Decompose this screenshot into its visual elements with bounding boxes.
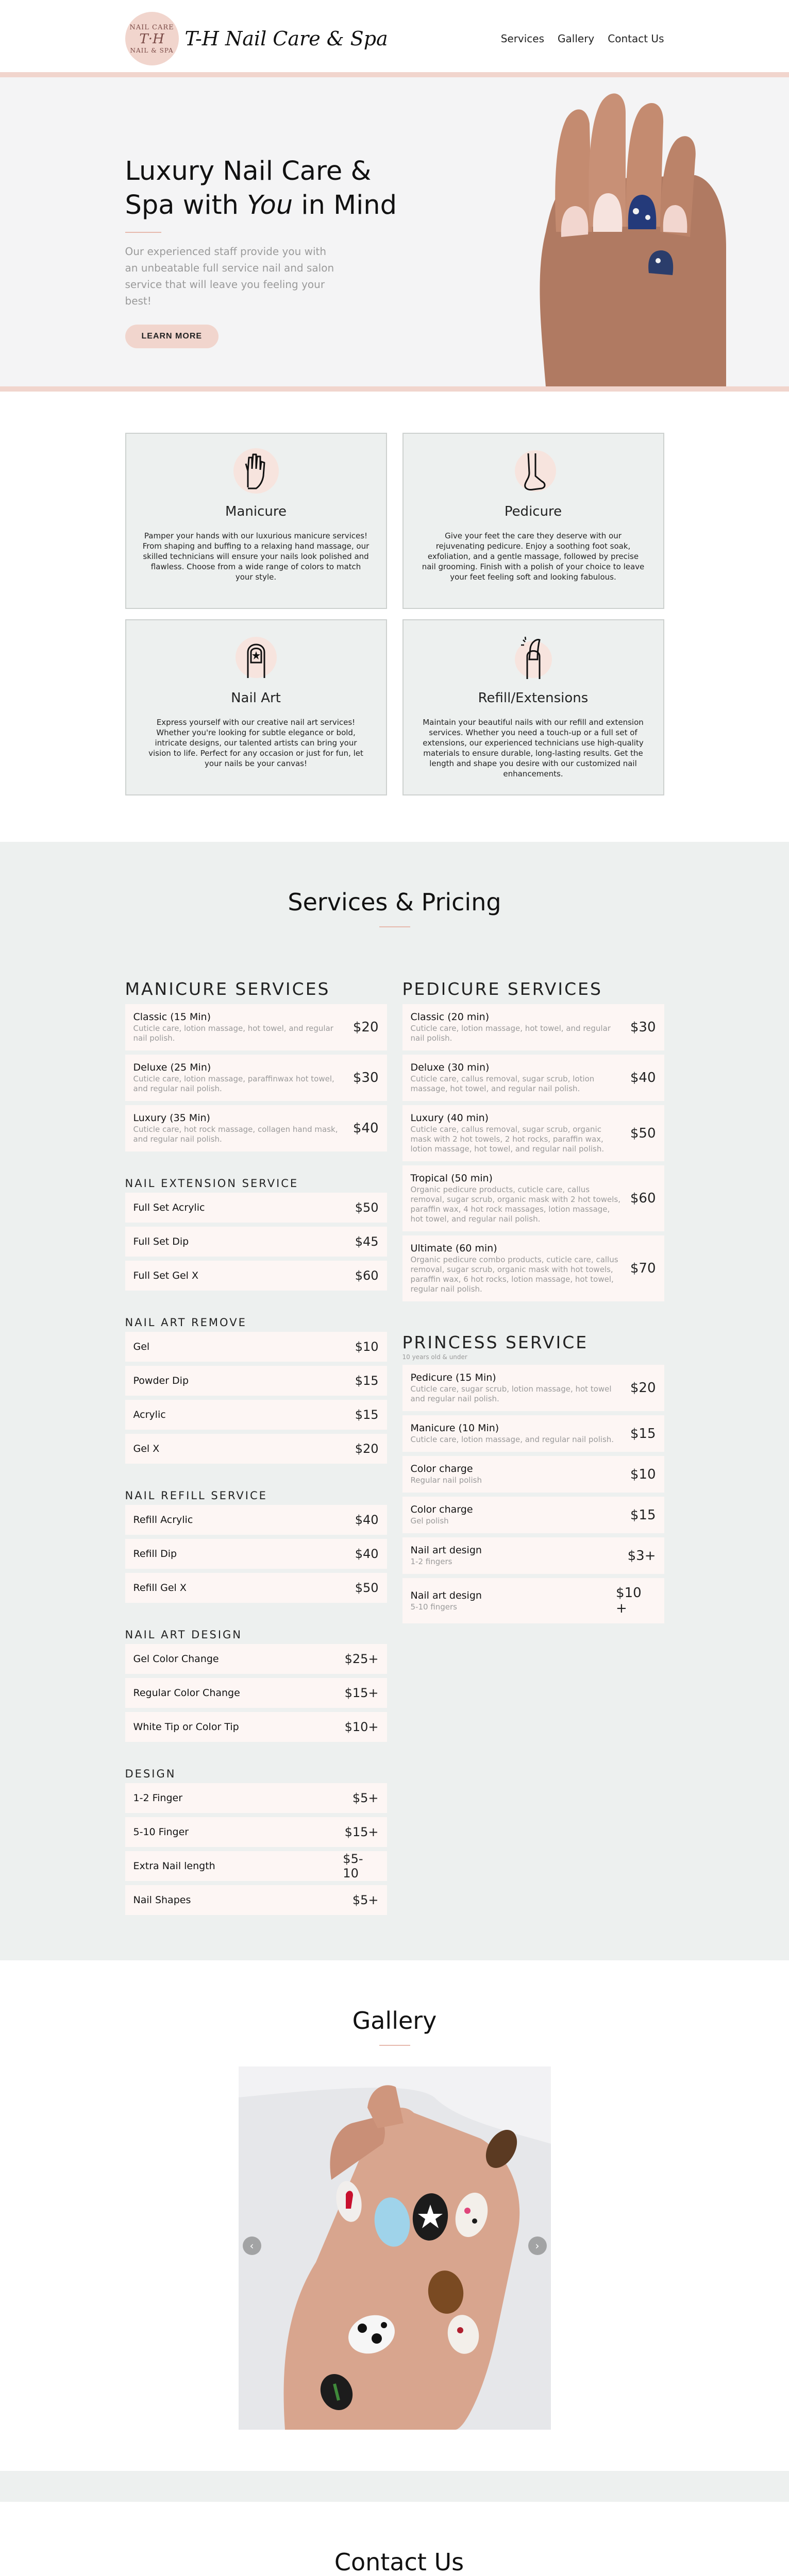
- pricing-column-left: [125, 979, 387, 1919]
- service-price: $40: [355, 1547, 379, 1561]
- service-name: Manicure (10 Min): [410, 1422, 499, 1434]
- card-text: Maintain your beautiful nails with our refill and extension services. Whether you need a touch-up or a full set of extensions, our experienced technicians use high-quality materials to ensure durable, long-lasting results. Get the length and shape you desire with our customized nail enhancements.: [423, 718, 644, 778]
- logo-text-mid: T·H: [139, 31, 164, 47]
- hand-icon: [232, 447, 280, 495]
- services-pricing: [0, 842, 789, 1960]
- service-name: 1-2 Finger: [133, 1792, 183, 1804]
- pricing-divider: [379, 926, 410, 927]
- price-row-text: [133, 1443, 345, 1454]
- price-row-text: [133, 1409, 345, 1420]
- price-row-text: [133, 1826, 345, 1838]
- price-row: [125, 1193, 387, 1223]
- service-name: Color charge: [410, 1504, 473, 1515]
- service-name: Luxury (40 min): [410, 1112, 489, 1124]
- pricing-title: Services & Pricing: [288, 888, 501, 916]
- service-price: $25+: [344, 1652, 379, 1666]
- price-row: [402, 1105, 664, 1161]
- service-name: Gel: [133, 1341, 150, 1352]
- price-row-text: [133, 1721, 345, 1733]
- pricing-section-heading: NAIL ART DESIGN: [125, 1629, 243, 1641]
- service-name: 5-10 Finger: [133, 1826, 189, 1838]
- service-price: $15: [630, 1507, 656, 1523]
- price-row: [125, 1539, 387, 1569]
- price-row-text: [133, 1236, 345, 1247]
- price-row-text: [411, 1504, 622, 1526]
- price-row: [125, 1783, 387, 1813]
- price-row-text: [133, 1202, 345, 1213]
- price-row-text: [133, 1514, 345, 1526]
- contact: [0, 2471, 789, 2576]
- learn-more-button[interactable]: LEARN MORE: [125, 325, 219, 348]
- service-price: $60: [630, 1191, 656, 1206]
- price-row-text: [133, 1894, 345, 1906]
- service-name: Luxury (35 Min): [133, 1112, 210, 1124]
- price-row: [125, 1712, 387, 1742]
- service-name: Gel Color Change: [133, 1653, 219, 1665]
- price-row-text: [411, 1422, 622, 1445]
- service-name: Ultimate (60 min): [410, 1243, 497, 1254]
- service-price: $50: [355, 1200, 379, 1215]
- pricing-column-right: [402, 979, 664, 1919]
- service-description: 5-10 fingers: [410, 1602, 457, 1612]
- service-name: White Tip or Color Tip: [133, 1721, 239, 1733]
- price-row-text: [133, 1112, 345, 1144]
- service-name: Classic (20 min): [410, 1011, 490, 1023]
- pricing-section-note: 10 years old & under: [402, 1353, 467, 1361]
- service-price: $30: [352, 1070, 379, 1086]
- nav-contact[interactable]: Contact Us: [608, 32, 664, 45]
- price-row-text: [411, 1011, 622, 1043]
- price-row: [125, 1055, 387, 1101]
- service-name: Deluxe (25 Min): [133, 1062, 211, 1073]
- pricing-section-heading: NAIL EXTENSION SERVICE: [125, 1177, 299, 1190]
- price-row-text: [133, 1792, 345, 1804]
- pricing-section-heading: MANICURE SERVICES: [125, 979, 330, 999]
- price-row: [125, 1400, 387, 1430]
- price-row-text: [411, 1062, 622, 1094]
- price-row: [402, 1415, 664, 1452]
- gallery-prev-button[interactable]: ‹: [243, 2236, 261, 2255]
- brand-name[interactable]: T-H Nail Care & Spa: [184, 27, 388, 50]
- service-price: $15: [630, 1426, 656, 1442]
- card-text: Pamper your hands with our luxurious manicure services! From shaping and buffing to a relaxing hand massage, our skilled technicians will ensure your nails look polished and flawless. Choose from a wide range of colors to match your style.: [142, 531, 370, 582]
- service-price: $10: [630, 1466, 656, 1482]
- service-name: Powder Dip: [133, 1375, 189, 1386]
- pricing-section-heading: NAIL REFILL SERVICE: [125, 1489, 267, 1502]
- price-row: [402, 1235, 664, 1301]
- price-row-text: [411, 1372, 622, 1404]
- service-description: Cuticle care, lotion massage, and regular nail polish.: [410, 1435, 614, 1444]
- service-name: Refill Acrylic: [133, 1514, 193, 1526]
- price-row: [402, 1365, 664, 1411]
- price-row: [125, 1332, 387, 1362]
- price-row-text: [411, 1112, 622, 1154]
- logo[interactable]: [125, 12, 179, 65]
- gallery-divider: [379, 2045, 410, 2046]
- pricing-section-heading: PRINCESS SERVICE: [402, 1332, 589, 1352]
- logo-text-top: NAIL CARE: [129, 23, 174, 31]
- nav-services[interactable]: Services: [500, 32, 545, 45]
- service-description: Cuticle care, lotion massage, paraffinwax hot towel, and regular nail polish.: [133, 1074, 334, 1093]
- price-row: [402, 1165, 664, 1231]
- price-row: [125, 1851, 387, 1881]
- service-name: Nail art design: [410, 1589, 482, 1601]
- service-name: Pedicure (15 Min): [410, 1372, 496, 1383]
- service-price: $3+: [627, 1548, 656, 1564]
- service-name: Regular Color Change: [133, 1687, 240, 1699]
- price-row-text: [133, 1860, 343, 1872]
- gallery-next-button[interactable]: ›: [528, 2236, 547, 2255]
- pricing-section-heading: NAIL ART REMOVE: [125, 1316, 247, 1329]
- card-title: Nail Art: [231, 690, 281, 706]
- service-name: Nail Shapes: [133, 1894, 191, 1906]
- card-title: Manicure: [225, 504, 287, 519]
- service-price: $20: [355, 1442, 379, 1456]
- hero-description: Our experienced staff provide you with an unbeatable full service nail and salon service that will leave you feeling your best!: [125, 245, 334, 307]
- service-description: Cuticle care, lotion massage, hot towel, and regular nail polish.: [133, 1024, 333, 1043]
- service-name: Acrylic: [133, 1409, 166, 1420]
- price-row: [125, 1644, 387, 1674]
- price-row-text: [411, 1173, 622, 1224]
- price-row-text: [133, 1341, 345, 1352]
- service-description: Cuticle care, callus removal, sugar scrub, organic mask with 2 hot towels, 2 hot rocks, paraffin wax, lotion massage, hot towel, and regular nail polish.: [410, 1125, 605, 1154]
- brand[interactable]: [125, 12, 388, 65]
- service-price: $20: [630, 1380, 656, 1396]
- service-price: $50: [630, 1125, 656, 1141]
- gallery: [0, 1960, 789, 2471]
- pricing-section-heading: DESIGN: [125, 1768, 176, 1780]
- price-row: [402, 1578, 664, 1623]
- service-price: $5-10: [343, 1852, 363, 1880]
- price-row: [402, 1537, 664, 1574]
- service-price: $45: [355, 1234, 379, 1249]
- service-price: $50: [355, 1581, 379, 1595]
- price-row: [402, 1055, 664, 1101]
- price-row: [125, 1573, 387, 1603]
- card-refill-extensions: [402, 619, 664, 795]
- service-name: Extra Nail length: [133, 1860, 215, 1872]
- card-nail-art: [125, 619, 387, 795]
- service-price: $40: [355, 1513, 379, 1527]
- card-manicure: [125, 433, 387, 609]
- card-text: Give your feet the care they deserve with our rejuvenating pedicure. Enjoy a soothing foot soak, exfoliation, and a gentle massage, followed by precise nail grooming. Finish with a polish of your choice to leave your feet feeling soft and looking fabulous.: [422, 531, 645, 582]
- nail-extension-icon: [510, 634, 557, 681]
- service-description: Cuticle care, callus removal, sugar scrub, lotion massage, hot towel, and regular nail polish.: [410, 1074, 595, 1093]
- service-price: $60: [355, 1268, 379, 1283]
- logo-text-bottom: NAIL & SPA: [130, 46, 174, 54]
- service-description: Gel polish: [410, 1516, 449, 1526]
- hero-divider: [125, 232, 161, 233]
- foot-icon: [510, 447, 557, 495]
- price-row-text: [133, 1548, 345, 1560]
- price-row-text: [411, 1545, 622, 1567]
- gallery-nail-photo: [239, 2066, 551, 2430]
- price-row-text: [411, 1463, 622, 1485]
- service-price: $5+: [352, 1791, 379, 1805]
- card-text: Express yourself with our creative nail art services! Whether you're looking for subtle elegance or bold, intricate designs, our talented artists can bring your vision to life. Perfect for any occasion or just for fun, let your nails be your canvas!: [148, 718, 363, 768]
- service-name: Gel X: [133, 1443, 160, 1454]
- gallery-title: Gallery: [352, 2007, 437, 2035]
- price-row: [125, 1817, 387, 1847]
- price-row-text: [133, 1375, 345, 1386]
- price-row: [125, 1885, 387, 1915]
- hero-text: [125, 155, 414, 348]
- service-name: Color charge: [410, 1463, 473, 1475]
- price-row: [125, 1105, 387, 1151]
- price-row: [402, 1456, 664, 1493]
- price-row-text: [133, 1582, 345, 1594]
- price-row-text: [133, 1687, 345, 1699]
- card-title: Refill/Extensions: [478, 690, 589, 706]
- service-price: $70: [630, 1261, 656, 1276]
- service-description: Cuticle care, lotion massage, hot towel, and regular nail polish.: [410, 1024, 611, 1043]
- service-price: $40: [352, 1121, 379, 1136]
- service-name: Tropical (50 min): [410, 1173, 493, 1184]
- price-row: [125, 1434, 387, 1464]
- service-name: Full Set Dip: [133, 1236, 189, 1247]
- service-description: Organic pedicure combo products, cuticle care, callus removal, sugar scrub, organic mask with hot towels, paraffin wax, 6 hot rocks, lotion massage, hot towel, regular nail polish.: [410, 1255, 618, 1294]
- price-row: [125, 1004, 387, 1050]
- price-row: [125, 1227, 387, 1257]
- service-price: $15+: [344, 1686, 379, 1700]
- price-row-text: [133, 1011, 345, 1043]
- hero-hand-image: [525, 77, 726, 386]
- service-name: Refill Dip: [133, 1548, 177, 1560]
- service-price: $15: [355, 1408, 379, 1422]
- price-row-text: [411, 1590, 616, 1612]
- service-price: $20: [352, 1020, 379, 1035]
- service-name: Deluxe (30 min): [410, 1062, 490, 1073]
- service-description: Organic pedicure products, cuticle care, callus removal, sugar scrub, organic mask with 2 hot towels, paraffin wax, 4 hot rock massages, lotion massage, hot towel, and regular nail polish.: [410, 1185, 620, 1224]
- nav-gallery[interactable]: Gallery: [558, 32, 595, 45]
- price-row: [125, 1505, 387, 1535]
- nail-art-icon: [232, 634, 280, 681]
- price-row: [402, 1004, 664, 1050]
- contact-title: Contact Us: [334, 2548, 464, 2576]
- price-row-text: [133, 1653, 345, 1665]
- service-name: Refill Gel X: [133, 1582, 187, 1594]
- service-name: Full Set Gel X: [133, 1270, 199, 1281]
- price-row: [125, 1678, 387, 1708]
- gallery-slider[interactable]: [239, 2066, 551, 2430]
- main-nav: [501, 32, 664, 45]
- price-row: [402, 1497, 664, 1533]
- price-row-text: [133, 1062, 345, 1094]
- service-name: Full Set Acrylic: [133, 1202, 205, 1213]
- price-row: [125, 1261, 387, 1291]
- service-name: Nail art design: [410, 1545, 482, 1556]
- service-price: $5+: [352, 1893, 379, 1907]
- service-price: $10 +: [616, 1585, 642, 1616]
- service-description: Cuticle care, hot rock massage, collagen hand mask, and regular nail polish.: [133, 1125, 338, 1144]
- price-row-text: [411, 1243, 622, 1294]
- service-price: $10: [355, 1340, 379, 1354]
- services-overview: [0, 392, 789, 842]
- service-description: Regular nail polish: [410, 1476, 482, 1485]
- service-name: Classic (15 Min): [133, 1011, 211, 1023]
- service-description: 1-2 fingers: [410, 1557, 452, 1566]
- hero: [0, 77, 789, 392]
- service-price: $15+: [344, 1825, 379, 1839]
- site-header: [0, 0, 789, 77]
- service-description: Cuticle care, sugar scrub, lotion massage, hot towel and regular nail polish.: [410, 1384, 612, 1403]
- price-row: [125, 1366, 387, 1396]
- service-price: $10+: [344, 1720, 379, 1734]
- pricing-section-heading: PEDICURE SERVICES: [402, 979, 602, 999]
- card-pedicure: [402, 433, 664, 609]
- hero-title: Luxury Nail Care & Spa with You in Mind: [125, 156, 397, 221]
- contact-panel: [9, 2502, 789, 2576]
- service-price: $15: [355, 1374, 379, 1388]
- service-price: $40: [630, 1070, 656, 1086]
- price-row-text: [133, 1270, 345, 1281]
- card-title: Pedicure: [504, 504, 562, 519]
- service-price: $30: [630, 1020, 656, 1035]
